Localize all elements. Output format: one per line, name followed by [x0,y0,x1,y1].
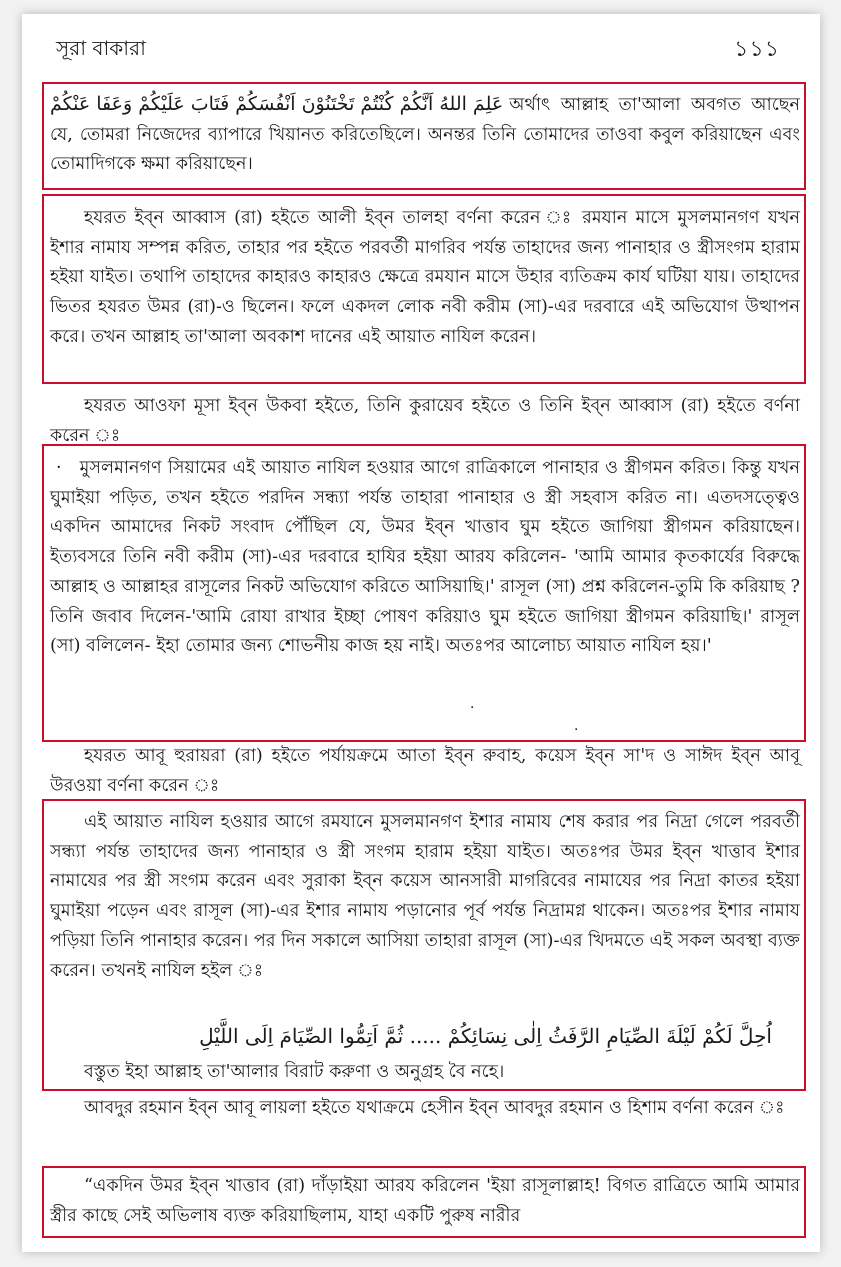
paragraph-3: হযরত আওফা মূসা ইব্‌ন উকবা হইতে, তিনি কুরায়েব হইতে ও তিনি ইব্‌ন আব্বাস (রা) হইতে বর্ণনা করেন ঃ [50,396,800,446]
stray-dot-2: · [574,722,579,738]
surah-title: সূরা বাকারা [56,36,146,60]
paragraph-6: এই আয়াত নাযিল হওয়ার আগে রমযানে মুসলমানগণ ইশার নামায শেষ করার পর নিদ্রা গেলে পরবর্তী সন্ধ্যা পর্যন্ত তাহাদের জন্য পানাহার ও স্ত্রী সংগম হারাম হইয়া যাইত। অতঃপর উমর ইব্‌ন খাত্তাব ইশার নামাযের পর স্ত্রী সংগম করেন এবং সুরাকা ইব্‌ন কয়েস আনসারী মাগরিবের নামাযের পর নিদ্রা কাতর হইয়া ঘুমাইয়া পড়েন এবং রাসূল (সা)-এর ইশার নামায পড়ানোর পূর্ব পর্যন্ত নিদ্রামগ্ন থাকেন। অতঃপর ইশার নামায পড়িয়া তিনি পানাহার করেন। পর দিন সকালে আসিয়া তাহারা রাসূল (সা)-এর খিদমতে এই সকল অবস্থা ব্যক্ত করেন। তখনই নাযিল হইল ঃ [50,812,800,981]
document-page [22,14,820,1252]
paragraph-5: হযরত আবূ হুরায়রা (রা) হইতে পর্যায়ক্রমে আতা ইব্‌ন রুবাহ, কয়েস ইব্‌ন সা'দ ও সাঈদ ইব্‌ন আবূ উরওয়া বর্ণনা করেন ঃ [50,746,800,796]
paragraph-7: আবদুর রহমান ইব্‌ন আবূ লায়লা হইতে যথাক্রমে হেসীন ইব্‌ন আবদুর রহমান ও হিশাম বর্ণনা করেন ঃ [84,1098,785,1118]
stray-dot-1: · [470,700,475,716]
paragraph-1-text: অর্থাৎ আল্লাহ তা'আলা অবগত আছেন যে, তোমরা নিজেদের ব্যাপারে খিয়ানত করিতেছিলে। অনন্তর তিনি তোমাদের তাওবা কবুল করিয়াছেন এবং তোমাদিগকে ক্ষমা করিয়াছেন। [50,95,800,175]
page-number: ১১১ [734,37,780,62]
paragraph-1 [50,90,800,180]
paragraph-6-closing: বস্তুত ইহা আল্লাহ তা'আলার বিরাট করুণা ও অনুগ্রহ বৈ নহে। [84,1062,505,1082]
arabic-verse-1: عَلِمَ اللهُ اَنَّكُمْ كُنْتُمْ تَخْتَنُوْنَ اَنْفُسَكُمْ فَتَابَ عَلَيْكُمْ وَعَفَا عَنْكُمْ [50,93,504,115]
page-header [56,34,780,68]
paragraph-2: হযরত ইব্‌ন আব্বাস (রা) হইতে আলী ইব্‌ন তালহা বর্ণনা করেন ঃ রমযান মাসে মুসলমানগণ যখন ইশার নামায সম্পন্ন করিত, তাহার পর হইতে পরবর্তী মাগরিব পর্যন্ত তাহাদের জন্য পানাহার ও স্ত্রীসংগম হারাম হইয়া যাইত। তথাপি তাহাদের কাহারও কাহারও ক্ষেত্রে রমযান মাসে উহার ব্যতিক্রম কার্য ঘটিয়া যায়। তাহাদের ভিতর হযরত উমর (রা)-ও ছিলেন। ফলে একদল লোক নবী করীম (সা)-এর দরবারে এই অভিযোগ উত্থাপন করে। তখন আল্লাহ তা'আলা অবকাশ দানের এই আয়াত নাযিল করেন। [50,208,800,347]
paragraph-8: “একদিন উমর ইব্‌ন খাত্তাব (রা) দাঁড়াইয়া আরয করিলেন 'ইয়া রাসূলাল্লাহ! বিগত রাত্রিতে আমি আমার স্ত্রীর কাছে সেই অভিলাষ ব্যক্ত করিয়াছিলাম, যাহা একটি পুরুষ নারীর [50,1176,800,1226]
arabic-verse-2: اُحِلَّ لَكُمْ لَيْلَةَ الصِّيَامِ الرَّفَثُ اِلٰى نِسَائِكُمْ ..... ثُمَّ اَتِمُّوا الصِّيَامَ اِلَى اللَّيْلِ [199,1024,772,1048]
paragraph-4-text: মুসলমানগণ সিয়ামের এই আয়াত নাযিল হওয়ার আগে রাত্রিকালে পানাহার ও স্ত্রীগমন করিত। কিন্তু যখন ঘুমাইয়া পড়িত, তখন হইতে পরদিন সন্ধ্যা পর্যন্ত তাহারা পানাহার ও স্ত্রী সহবাস করিত না। এতদসত্ত্বেও একদিন আমাদের নিকট সংবাদ পৌঁছিল যে, উমর ইব্‌ন খাত্তাব ঘুম হইতে জাগিয়া স্ত্রীগমন করিয়াছেন। ইত্যবসরে তিনি নবী করীম (সা)-এর দরবারে হাযির হইয়া আরয করিলেন- 'আমি আমার কৃতকার্যের বিরুদ্ধে আল্লাহ ও আল্লাহর রাসূলের নিকট অভিযোগ করিতে আসিয়াছি।' রাসূল (সা) প্রশ্ন করিলেন-তুমি কি করিয়াছ ? তিনি জবাব দিলেন-'আমি রোযা রাখার ইচ্ছা পোষণ করিয়াও ঘুম হইতে জাগিয়া স্ত্রীগমন করিয়াছি।' রাসূল (সা) বলিলেন- ইহা তোমার জন্য শোভনীয় কাজ হয় নাই। অতঃপর আলোচ্য আয়াত নাযিল হয়।' [50,458,800,657]
paragraph-4 [50,454,800,662]
bullet-marker: · [56,458,62,478]
